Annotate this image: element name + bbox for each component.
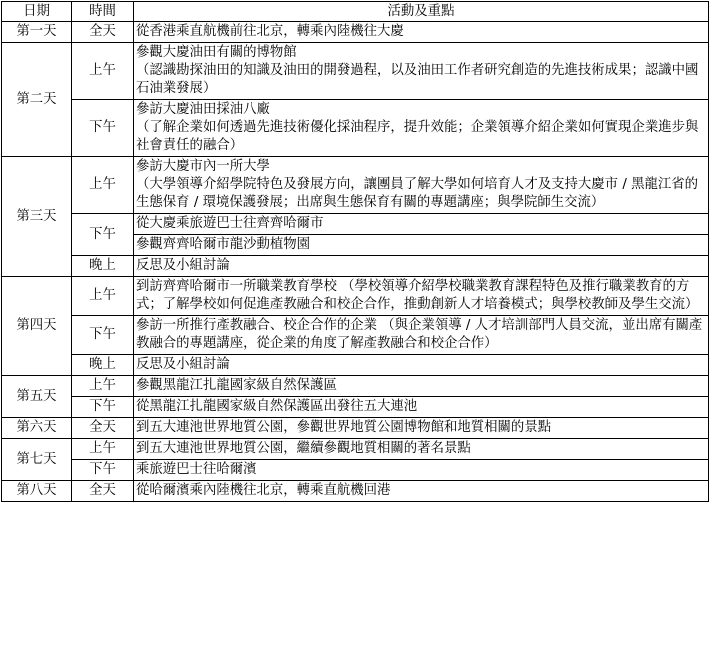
table-row [2, 397, 709, 418]
activity-title: 參觀大慶油田有關的博物館 [136, 45, 297, 60]
day-label: 第八天 [2, 481, 72, 502]
time-slot-label: 上午 [72, 43, 134, 100]
time-slot-label: 下午 [72, 397, 134, 418]
activity-cell [134, 214, 709, 235]
activity-note: （了解企業如何透過先進技術優化採油程序，提升效能；企業領導介紹企業如何實現企業進步與社會責任的融合） [136, 120, 699, 153]
day-label: 第七天 [2, 439, 72, 481]
activity-title: 參觀黑龍江扎龍國家級自然保護區 [136, 378, 337, 393]
table-row [2, 100, 709, 157]
table-row [2, 460, 709, 481]
time-slot-label: 全天 [72, 22, 134, 43]
itinerary-table [1, 1, 709, 502]
table-row [2, 256, 709, 277]
activity-cell [134, 439, 709, 460]
activity-title: 參訪大慶市內一所大學 [136, 159, 270, 174]
activity-title: 從哈爾濱乘內陸機往北京，轉乘直航機回港 [136, 483, 391, 498]
activity-note: （大學領導介紹學院特色及發展方向，讓團員了解大學如何培育人才及支持大慶市 / 黑龍江省的生態保育 / 環境保護發展；出席與生態保育有關的專題講座；與學院師生交流） [136, 177, 699, 210]
time-slot-label: 全天 [72, 481, 134, 502]
activity-cell [134, 481, 709, 502]
header-time: 時間 [72, 2, 134, 22]
activity-title: 到五大連池世界地質公園，繼續參觀地質相關的著名景點 [136, 441, 471, 456]
activity-title: 參訪一所推行產教融合、校企合作的企業 （與企業領導 / 人才培訓部門人員交流，並出席有關產教融合的專題講座，從企業的角度了解產教融合和校企合作） [136, 318, 703, 351]
activity-cell [134, 316, 709, 355]
activity-note: （認識勘探油田的知識及油田的開發過程，以及油田工作者研究創造的先進技術成果；認識中國石油業發展） [136, 63, 699, 96]
activity-title: 到五大連池世界地質公園，參觀世界地質公園博物館和地質相關的景點 [136, 420, 552, 435]
activity-cell [134, 43, 709, 100]
header-date: 日期 [2, 2, 72, 22]
activity-cell [134, 22, 709, 43]
itinerary-body [2, 22, 709, 502]
table-row [2, 277, 709, 316]
activity-cell [134, 418, 709, 439]
table-row [2, 418, 709, 439]
activity-title: 從香港乘直航機前往北京，轉乘內陸機往大慶 [136, 24, 404, 39]
activity-cell [134, 235, 709, 256]
day-label: 第六天 [2, 418, 72, 439]
table-row [2, 316, 709, 355]
header-row [2, 2, 709, 22]
activity-cell [134, 397, 709, 418]
day-label: 第二天 [2, 43, 72, 157]
time-slot-label: 下午 [72, 316, 134, 355]
table-row [2, 376, 709, 397]
table-row [2, 157, 709, 214]
day-label: 第四天 [2, 277, 72, 376]
time-slot-label: 上午 [72, 376, 134, 397]
day-label: 第三天 [2, 157, 72, 277]
activity-title: 到訪齊齊哈爾市一所職業教育學校 （學校領導介紹學校職業教育課程特色及推行職業教育的方式；了解學校如何促進產教融合和校企合作，推動創新人才培養模式；與學校教師及學生交流） [136, 279, 699, 312]
activity-cell [134, 256, 709, 277]
activity-title: 從黑龍江扎龍國家級自然保護區出發往五大連池 [136, 399, 418, 414]
time-slot-label: 下午 [72, 100, 134, 157]
activity-title: 反思及小組討論 [136, 258, 230, 273]
activity-title: 反思及小組討論 [136, 357, 230, 372]
table-row [2, 43, 709, 100]
table-row [2, 22, 709, 43]
time-slot-label: 上午 [72, 439, 134, 460]
time-slot-label: 下午 [72, 460, 134, 481]
time-slot-label: 下午 [72, 214, 134, 256]
activity-title: 乘旅遊巴士往哈爾濱 [136, 462, 257, 477]
activity-title: 參觀齊齊哈爾市龍沙動植物園 [136, 237, 311, 252]
table-row [2, 214, 709, 235]
activity-title: 參訪大慶油田採油八廠 [136, 102, 270, 117]
activity-cell [134, 157, 709, 214]
header-activity: 活動及重點 [134, 2, 709, 22]
time-slot-label: 上午 [72, 157, 134, 214]
day-label: 第五天 [2, 376, 72, 418]
day-label: 第一天 [2, 22, 72, 43]
activity-cell [134, 355, 709, 376]
activity-cell [134, 460, 709, 481]
activity-cell [134, 100, 709, 157]
time-slot-label: 晚上 [72, 355, 134, 376]
activity-cell [134, 376, 709, 397]
table-row [2, 355, 709, 376]
time-slot-label: 晚上 [72, 256, 134, 277]
activity-title: 從大慶乘旅遊巴士往齊齊哈爾市 [136, 216, 324, 231]
time-slot-label: 上午 [72, 277, 134, 316]
time-slot-label: 全天 [72, 418, 134, 439]
table-row [2, 481, 709, 502]
table-row [2, 439, 709, 460]
activity-cell [134, 277, 709, 316]
